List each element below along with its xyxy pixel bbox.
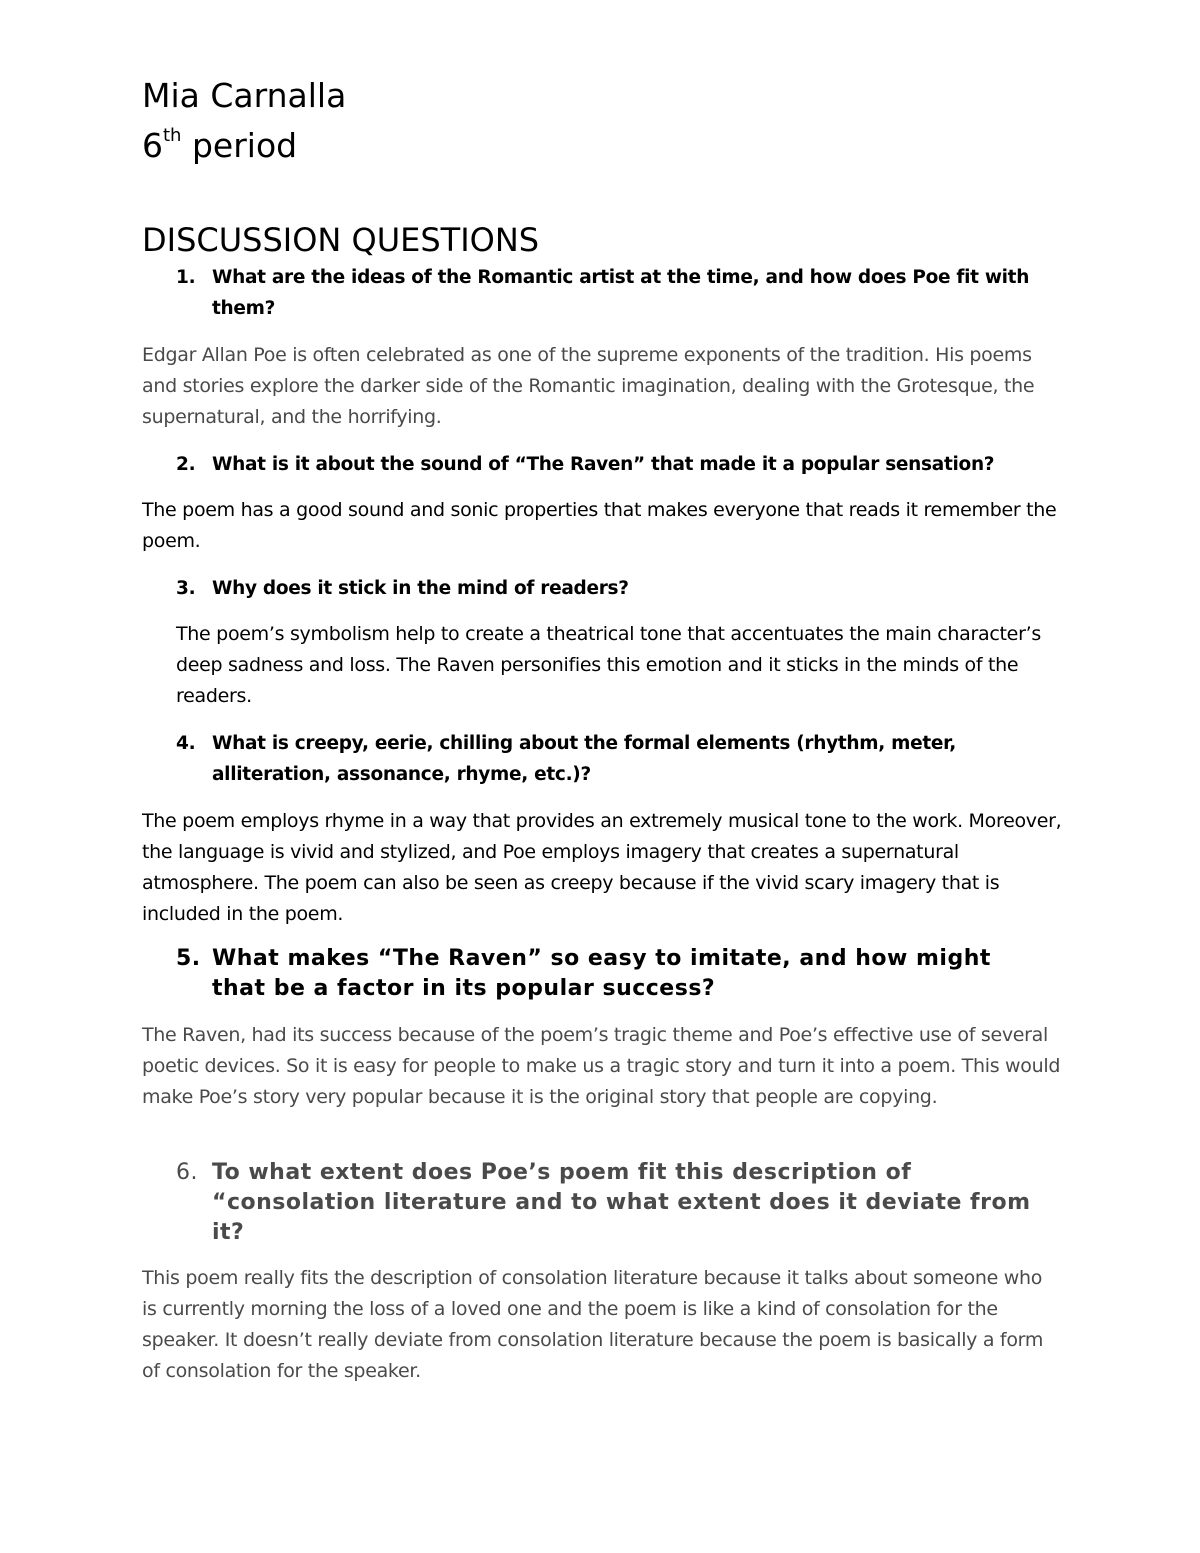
answer-1: Edgar Allan Poe is often celebrated as one of the supreme exponents of the tradition. His poems and stories explore the darker side of the Romantic imagination, dealing with the Grotesque, the supernatural, and the horrifying. [142, 344, 1035, 428]
class-period [142, 124, 297, 168]
question-text: What are the ideas of the Romantic artist at the time, and how does Poe fit with them? [212, 267, 1030, 319]
student-name: Mia Carnalla [142, 76, 347, 115]
question-5 [176, 944, 1036, 1004]
period-number: 6 [142, 126, 163, 165]
question-3 [176, 573, 1036, 604]
question-number: 4. [176, 733, 196, 754]
answer-4: The poem employs rhyme in a way that provides an extremely musical tone to the work. Moreover, the language is vivid and stylized, and Poe employs imagery that creates a supernatural atmosphere. The poem can also be seen as creepy because if the vivid scary imagery that is included in the poem. [142, 810, 1062, 925]
question-4 [176, 728, 1036, 790]
question-6 [176, 1158, 1036, 1248]
period-word: period [191, 126, 298, 165]
question-number: 5. [176, 946, 201, 971]
question-1 [176, 262, 1036, 324]
question-number: 1. [176, 267, 196, 288]
question-number: 3. [176, 578, 196, 599]
question-text: To what extent does Poe’s poem fit this description of “consolation literature and to what extent does it deviate from it? [212, 1160, 1031, 1245]
question-text: What is it about the sound of “The Raven” that made it a popular sensation? [212, 454, 995, 475]
period-superscript: th [163, 125, 182, 146]
answer-5: The Raven, had its success because of the poem’s tragic theme and Poe’s effective use of several poetic devices. So it is easy for people to make us a tragic story and turn it into a poem. This would make Poe’s story very popular because it is the original story that people are copying. [142, 1024, 1061, 1108]
answer-6: This poem really fits the description of consolation literature because it talks about someone who is currently morning the loss of a loved one and the poem is like a kind of consolation for the speaker. It doesn’t really deviate from consolation literature because the poem is basically a form of consolation for the speaker. [142, 1267, 1044, 1382]
question-number: 2. [176, 454, 196, 475]
section-heading: DISCUSSION QUESTIONS [142, 221, 540, 259]
question-number: 6. [176, 1160, 198, 1185]
answer-3: The poem’s symbolism help to create a theatrical tone that accentuates the main character’s deep sadness and loss. The Raven personifies this emotion and it sticks in the minds of the readers. [176, 623, 1041, 707]
question-2 [176, 449, 1036, 480]
question-text: What is creepy, eerie, chilling about the formal elements (rhythm, meter, alliteration, assonance, rhyme, etc.)? [212, 733, 956, 785]
question-text: Why does it stick in the mind of readers? [212, 578, 629, 599]
answer-2: The poem has a good sound and sonic properties that makes everyone that reads it remember the poem. [142, 499, 1057, 552]
question-text: What makes “The Raven” so easy to imitate, and how might that be a factor in its popular success? [212, 946, 991, 1001]
